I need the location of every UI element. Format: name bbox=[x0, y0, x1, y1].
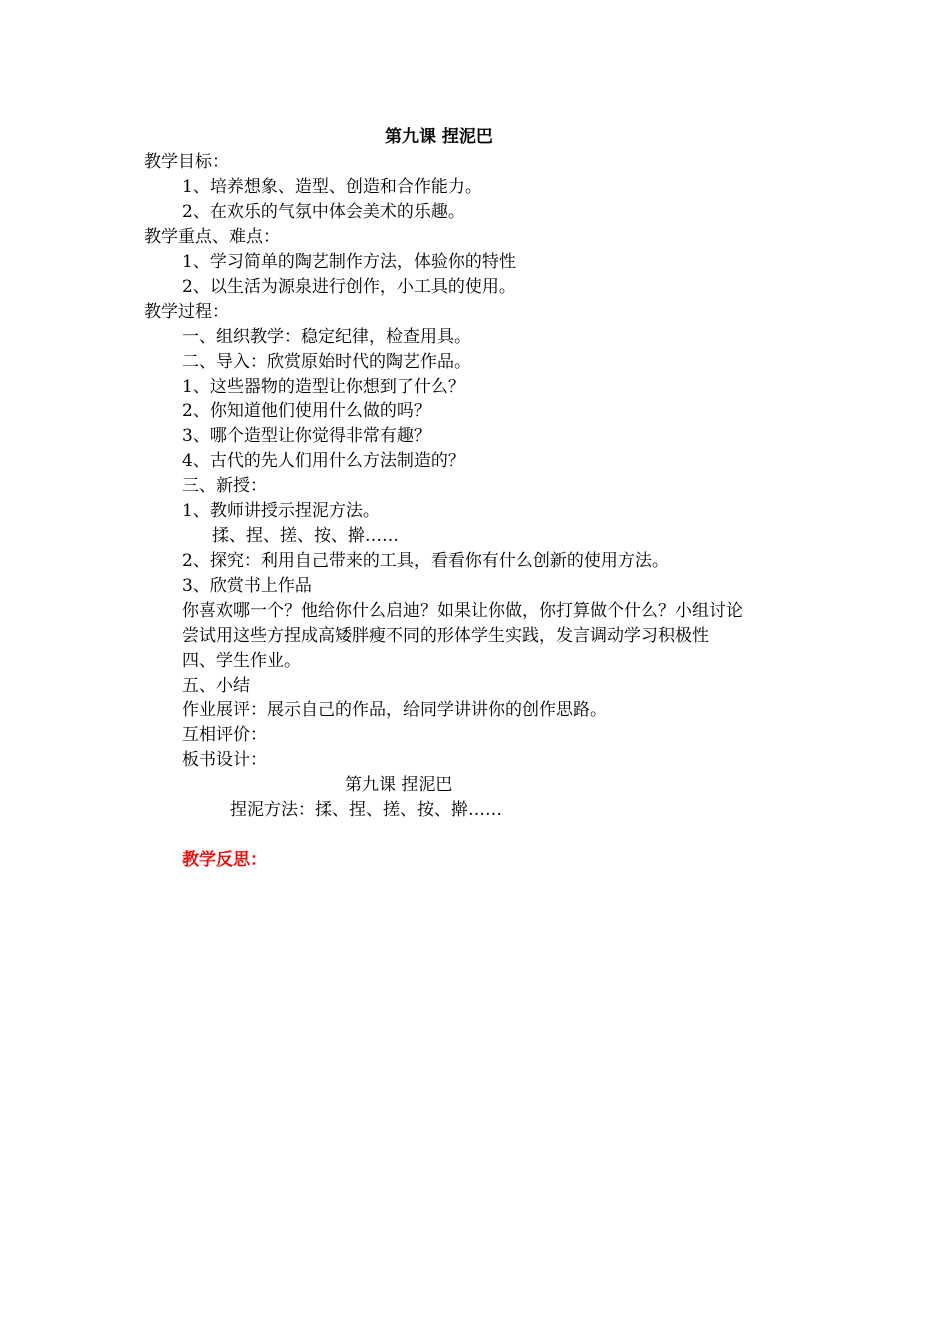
key-point-item: 1、学习简单的陶艺制作方法，体验你的特性 bbox=[182, 252, 516, 272]
process-step: 三、新授： bbox=[182, 476, 267, 496]
process-step: 尝试用这些方捏成高矮胖瘦不同的形体学生实践，发言调动学习积极性 bbox=[182, 626, 709, 646]
process-step: 1、这些器物的造型让你想到了什么？ bbox=[182, 377, 465, 397]
process-step: 3、欣赏书上作品 bbox=[182, 576, 312, 596]
process-step: 五、小结 bbox=[182, 676, 250, 696]
key-point-item: 2、以生活为源泉进行创作，小工具的使用。 bbox=[182, 277, 516, 297]
process-step: 互相评价： bbox=[182, 725, 267, 745]
key-points-heading: 教学重点、难点： bbox=[144, 227, 280, 247]
reflection-heading: 教学反思： bbox=[182, 850, 267, 870]
goals-heading: 教学目标： bbox=[144, 152, 229, 172]
board-title: 第九课 捏泥巴 bbox=[345, 775, 453, 795]
process-heading: 教学过程： bbox=[144, 302, 229, 322]
process-step: 作业展评：展示自己的作品，给同学讲讲你的创作思路。 bbox=[182, 700, 607, 720]
process-step: 1、教师讲授示捏泥方法。 bbox=[182, 501, 380, 521]
process-step: 揉、捏、搓、按、擀…… bbox=[212, 526, 399, 546]
process-step: 4、古代的先人们用什么方法制造的？ bbox=[182, 451, 465, 471]
process-step: 板书设计： bbox=[182, 750, 267, 770]
process-step: 二、导入：欣赏原始时代的陶艺作品。 bbox=[182, 352, 471, 372]
process-step: 2、你知道他们使用什么做的吗？ bbox=[182, 401, 431, 421]
process-step: 你喜欢哪一个？他给你什么启迪？如果让你做，你打算做个什么？小组讨论 bbox=[182, 601, 743, 621]
process-step: 3、哪个造型让你觉得非常有趣？ bbox=[182, 426, 431, 446]
goal-item: 1、培养想象、造型、创造和合作能力。 bbox=[182, 177, 482, 197]
process-step: 一、组织教学：稳定纪律，检查用具。 bbox=[182, 327, 471, 347]
board-methods: 捏泥方法：揉、捏、搓、按、擀…… bbox=[230, 800, 502, 820]
goal-item: 2、在欢乐的气氛中体会美术的乐趣。 bbox=[182, 202, 465, 222]
process-step: 四、学生作业。 bbox=[182, 651, 301, 671]
lesson-title: 第九课 捏泥巴 bbox=[385, 127, 493, 147]
process-step: 2、探究：利用自己带来的工具，看看你有什么创新的使用方法。 bbox=[182, 551, 669, 571]
